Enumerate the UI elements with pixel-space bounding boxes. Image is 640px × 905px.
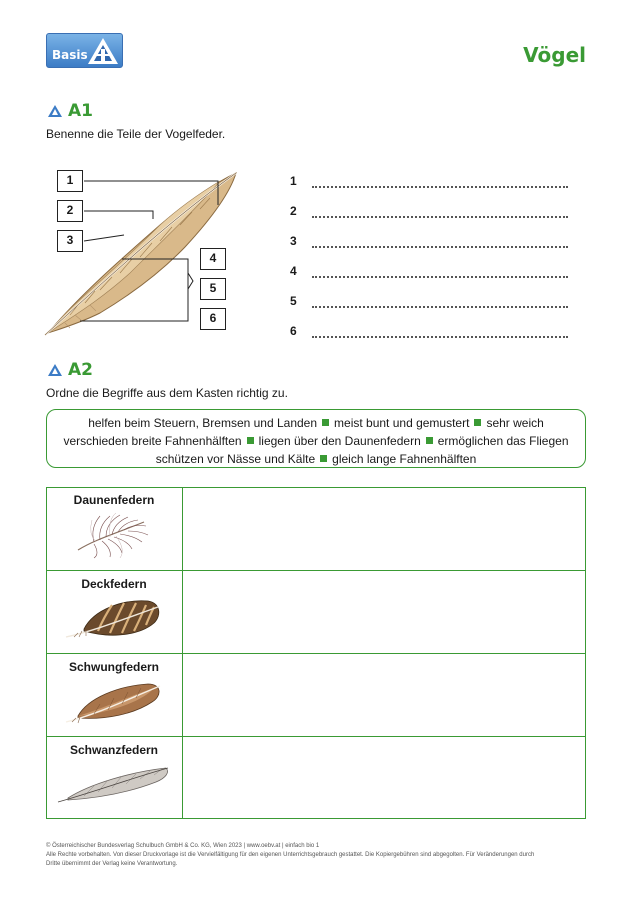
page-title: Vögel [523, 43, 586, 67]
publisher-logo [46, 33, 123, 68]
feather-label-2: 2 [57, 200, 83, 222]
section-a2-title: A2 [68, 360, 93, 380]
term: schützen vor Nässe und Kälte [155, 452, 316, 466]
answer-number-3: 3 [290, 234, 297, 248]
row-label-daunenfedern: Daunenfedern [73, 493, 155, 507]
row-label-schwanzfedern: Schwanzfedern [69, 743, 159, 757]
footer-copyright: © Österreichischer Bundesverlag Schulbuch GmbH & Co. KG, Wien 2023 | www.oebv.at | einfach bio 1 [46, 843, 320, 849]
contour-feather-image [64, 597, 164, 643]
logo-text: Basis [52, 48, 88, 62]
term: ermöglichen das Fliegen [437, 434, 569, 448]
answer-number-1: 1 [290, 174, 297, 188]
separator-square-icon [320, 455, 327, 462]
separator-square-icon [474, 419, 481, 426]
answer-number-2: 2 [290, 204, 297, 218]
term: helfen beim Steuern, Bremsen und Landen [88, 416, 318, 430]
term-row-1 [46, 416, 586, 430]
term: verschieden breite Fahnenhälften [63, 434, 242, 448]
answer-line-5[interactable] [312, 298, 568, 308]
a2-instruction: Ordne die Begriffe aus dem Kasten richtig zu. [46, 386, 288, 400]
term-row-2 [46, 434, 586, 448]
section-a1-icon [48, 105, 62, 117]
term: liegen über den Daunenfedern [258, 434, 421, 448]
answer-line-6[interactable] [312, 328, 568, 338]
answer-cell-schwungfedern[interactable] [183, 654, 585, 736]
term: gleich lange Fahnenhälften [332, 452, 477, 466]
answer-cell-deckfedern[interactable] [183, 571, 585, 653]
logo-triangle-icon [86, 36, 120, 66]
term: meist bunt und gemustert [334, 416, 470, 430]
feather-label-1: 1 [57, 170, 83, 192]
term-row-3 [46, 452, 586, 466]
separator-square-icon [322, 419, 329, 426]
answer-line-1[interactable] [312, 178, 568, 188]
row-label-schwungfedern: Schwungfedern [68, 660, 159, 674]
flight-feather-image [64, 680, 164, 726]
answer-number-6: 6 [290, 324, 297, 338]
feather-label-6: 6 [200, 308, 226, 330]
feather-label-3: 3 [57, 230, 83, 252]
feather-label-5: 5 [200, 278, 226, 300]
answer-cell-daunenfedern[interactable] [183, 488, 585, 570]
separator-square-icon [426, 437, 433, 444]
tail-feather-image [56, 764, 174, 806]
answer-line-4[interactable] [312, 268, 568, 278]
footer-rights: Alle Rechte vorbehalten. Von dieser Druckvorlage ist die Vervielfältigung für den eigenen Unterrichtsgebrauch gestattet. Die Kopiergebühren sind abgegolten. Für Veränderungen durch [46, 852, 535, 858]
separator-square-icon [247, 437, 254, 444]
feather-label-4: 4 [200, 248, 226, 270]
answer-number-4: 4 [290, 264, 297, 278]
answer-number-5: 5 [290, 294, 297, 308]
section-a1-title: A1 [68, 101, 93, 121]
answer-line-3[interactable] [312, 238, 568, 248]
row-label-deckfedern: Deckfedern [81, 577, 147, 591]
footer-disclaimer: Dritte übernimmt der Verlag keine Verantwortung. [46, 861, 178, 867]
term: sehr weich [486, 416, 544, 430]
answer-cell-schwanzfedern[interactable] [183, 737, 585, 818]
section-a2-icon [48, 364, 62, 376]
a1-instruction: Benenne die Teile der Vogelfeder. [46, 127, 226, 141]
answer-line-2[interactable] [312, 208, 568, 218]
down-feather-image [74, 510, 150, 560]
